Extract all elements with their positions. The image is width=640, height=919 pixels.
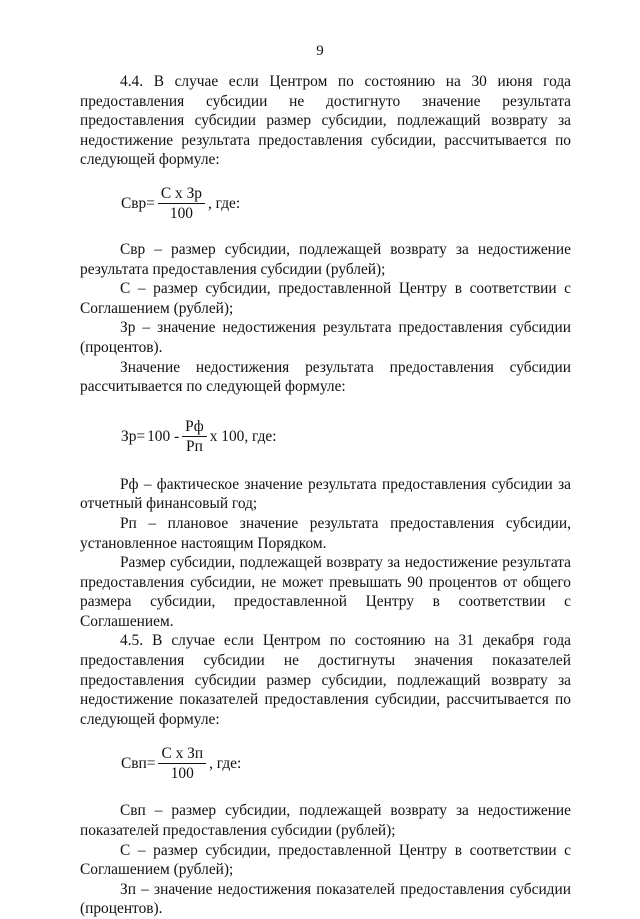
- formula-zr-numerator: Рф: [182, 418, 207, 437]
- formula-svp-fraction: [158, 745, 206, 782]
- definition-c-2: С – размер субсидии, предоставленной Центру в соответствии с Соглашением (рублей);: [80, 841, 571, 879]
- formula-svp-numerator: С х Зп: [158, 745, 206, 764]
- formula-svr-denominator: 100: [169, 205, 193, 223]
- formula-svr-fraction: [158, 185, 205, 222]
- formula-svp-lhs: Свп: [121, 754, 147, 772]
- formula-svp: [121, 739, 571, 787]
- formula-zr: [121, 413, 571, 461]
- formula-svr: [121, 180, 571, 228]
- document-body: [80, 72, 571, 919]
- definition-c-1: С – размер субсидии, предоставленной Центру в соответствии с Соглашением (рублей);: [80, 280, 571, 317]
- paragraph-zr-calculation: Значение недостижения результата предоставления субсидии рассчитывается по следующей формуле:: [80, 358, 571, 396]
- formula-svr-eq: =: [146, 195, 155, 213]
- formula-zr-lhs: Зр: [121, 427, 137, 445]
- formula-svr-tail: , где:: [207, 195, 241, 213]
- formula-zr-fraction: [182, 418, 207, 455]
- page-number: 9: [316, 43, 324, 59]
- formula-svp-tail: , где:: [209, 754, 242, 772]
- formula-zr-tail: х 100, где:: [209, 427, 277, 445]
- formula-zr-eq: =: [136, 427, 146, 445]
- definition-svr: Свр – размер субсидии, подлежащей возврату за недостижение результата предоставления субсидии (рублей);: [80, 240, 571, 278]
- formula-svp-denominator: 100: [170, 764, 194, 782]
- definition-rp: Рп – плановое значение результата предоставления субсидии, установленное настоящим Порядком.: [80, 514, 571, 552]
- paragraph-limit: Размер субсидии, подлежащей возврату за недостижение результата предоставления субсидии, не может превышать 90 процентов от общего размера субсидии, предоставленной Центру в соответствии с Соглашением.: [80, 554, 571, 630]
- definition-rf: Рф – фактическое значение результата предоставления субсидии за отчетный финансовый год;: [80, 475, 571, 513]
- formula-svr-numerator: С х Зр: [158, 185, 205, 204]
- formula-svr-lhs: Свр: [121, 195, 147, 213]
- formula-zr-denominator: Рп: [186, 438, 203, 456]
- formula-svp-eq: =: [146, 754, 156, 772]
- definition-zr: Зр – значение недостижения результата предоставления субсидии (процентов).: [80, 319, 571, 356]
- formula-zr-pre: 100 -: [147, 427, 180, 445]
- definition-zp: Зп – значение недостижения показателей предоставления субсидии (процентов).: [80, 880, 571, 918]
- paragraph-4-5: 4.5. В случае если Центром по состоянию на 31 декабря года предоставления субсидии не достигнуты значения показателей предоставления субсидии размер субсидии, подлежащий возврату за недостижение показателей предоставления субсидии, рассчитывается по следующей формуле:: [80, 632, 571, 728]
- definition-svp: Свп – размер субсидии, подлежащей возврату за недостижение показателей предоставления субсидии (рублей);: [80, 802, 571, 840]
- paragraph-4-4: 4.4. В случае если Центром по состоянию на 30 июня года предоставления субсидии не достигнуто значение результата предоставления субсидии размер субсидии, подлежащий возврату за недостижение результата предоставления субсидии, рассчитывается по следующей формуле:: [80, 73, 571, 169]
